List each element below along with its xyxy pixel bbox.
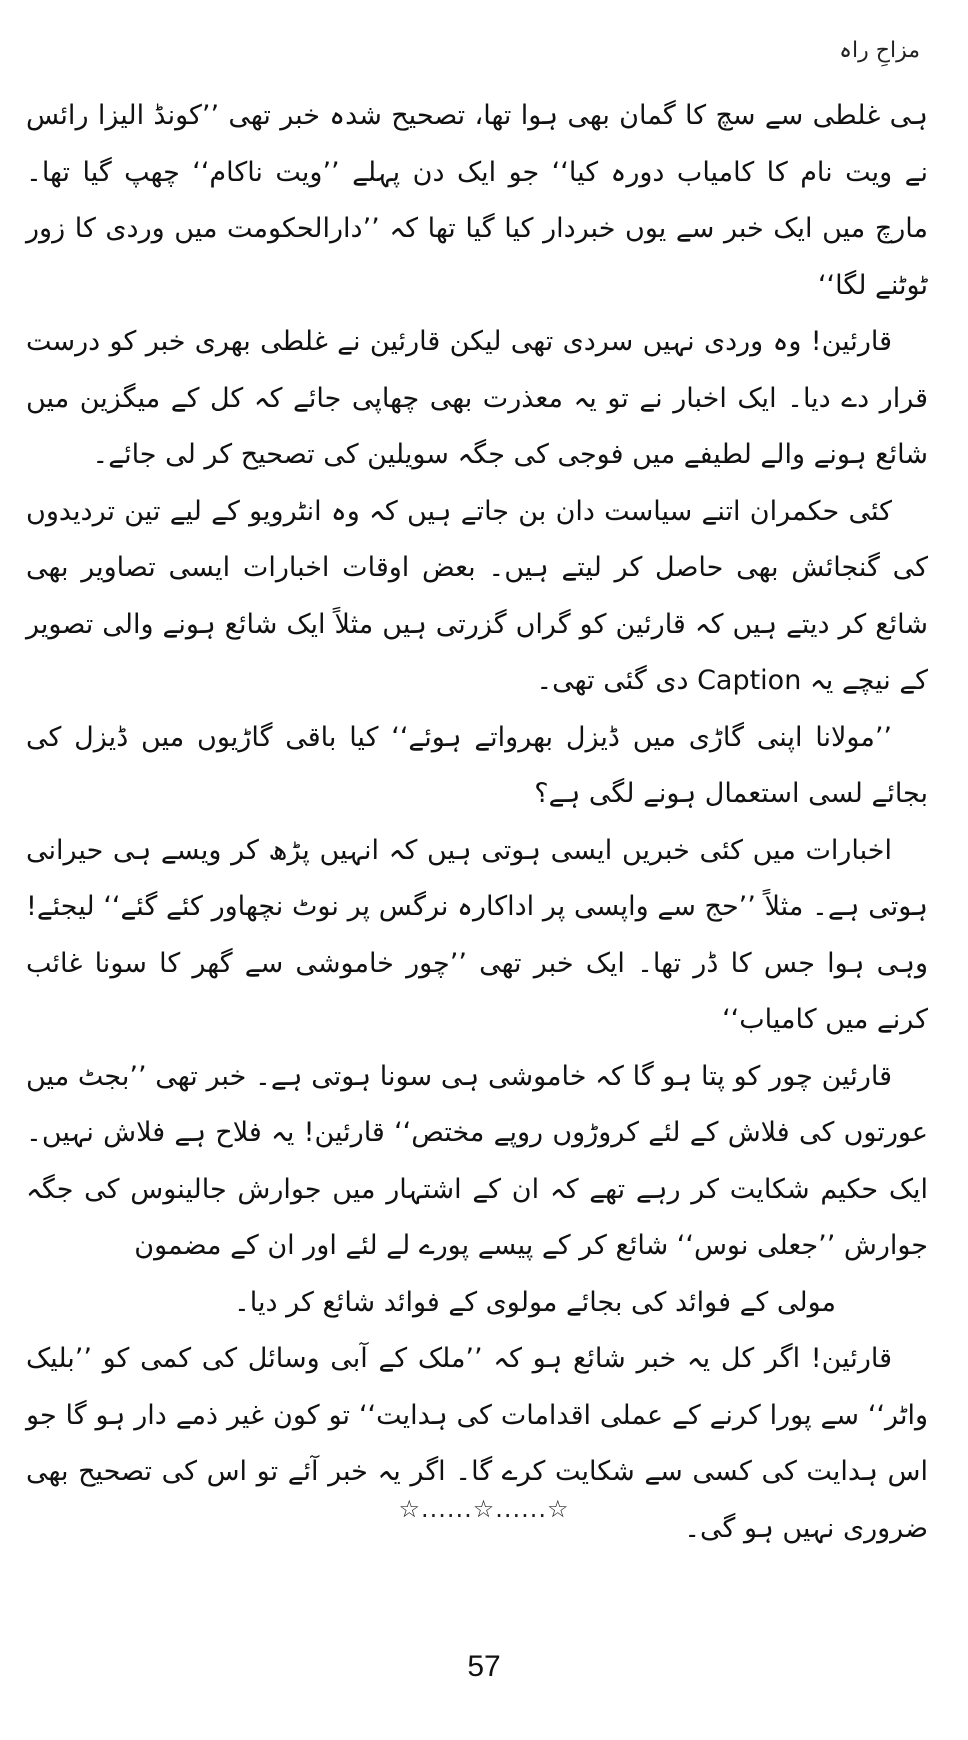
paragraph: قارئین! وہ وردی نہیں سردی تھی لیکن قارئین نے غلطی بھری خبر کو درست قرار دے دیا۔ ایک اخبار نے تو یہ معذرت بھی چھاپی جائے کہ کل کے میگزین میں شائع ہونے والے لطیفے میں فوجی کی جگہ سویلین کی تصحیح کر لی جائے۔ xyxy=(26,326,928,470)
paragraph: کئی حکمران اتنے سیاست دان بن جاتے ہیں کہ وہ انٹرویو کے لیے تین تردیدوں کی گنجائش بھی حاصل کر لیتے ہیں۔ بعض اوقات اخبارات ایسی تصاویر بھی شائع کر دیتے ہیں کہ قارئین کو گراں گزرتی ہیں مثلاً ایک شائع ہونے والی تصویر کے نیچے یہ Caption دی گئی تھی۔ xyxy=(26,495,928,696)
paragraph: اخبارات میں کئی خبریں ایسی ہوتی ہیں کہ انہیں پڑھ کر ویسے ہی حیرانی ہوتی ہے۔ مثلاً ’’حج سے واپسی پر اداکارہ نرگس پر نوٹ نچھاور کئے گئے‘‘ لیجئے! وہی ہوا جس کا ڈر تھا۔ ایک خبر تھی ’’چور خاموشی سے گھر کا سونا غائب کرنے میں کامیاب‘‘ xyxy=(26,834,928,1035)
running-header: مزاحِ راہ xyxy=(839,38,920,63)
paragraph: ’’مولانا اپنی گاڑی میں ڈیزل بھرواتے ہوئے‘‘ کیا باقی گاڑیوں میں ڈیزل کی بجائے لسی استعمال ہونے لگی ہے؟ xyxy=(26,721,928,809)
section-separator: ☆......☆......☆ xyxy=(398,1495,570,1523)
paragraph: ہی غلطی سے سچ کا گمان بھی ہوا تھا، تصحیح شدہ خبر تھی ’’کونڈ الیزا رائس نے ویت نام کا کامیاب دورہ کیا‘‘ جو ایک دن پہلے ’’ویت ناکام‘‘ چھپ گیا تھا۔ مارچ میں ایک خبر سے یوں خبردار کیا گیا تھا کہ ’’دارالحکومت میں وردی کا زور ٹوٹنے لگا‘‘ xyxy=(26,100,928,301)
paragraph: قارئین چور کو پتا ہو گا کہ خاموشی ہی سونا ہوتی ہے۔ خبر تھی ’’بجٹ میں عورتوں کی فلاش کے لئے کروڑوں روپے مختص‘‘ قارئین! یہ فلاح ہے فلاش نہیں۔ ایک حکیم شکایت کر رہے تھے کہ ان کے اشتہار میں جوارش جالینوس کی جگہ جوارش ’’جعلی نوس‘‘ شائع کر کے پیسے پورے لے لئے اور ان کے مضمون xyxy=(26,1060,928,1261)
paragraph: مولی کے فوائد کی بجائے مولوی کے فوائد شائع کر دیا۔ xyxy=(233,1286,836,1318)
page-number: 57 xyxy=(467,1650,501,1683)
paragraph: قارئین! اگر کل یہ خبر شائع ہو کہ ’’ملک کے آبی وسائل کی کمی کو ’’بلیک واٹر‘‘ سے پورا کرنے کے عملی اقدامات کی ہدایت‘‘ تو کون غیر ذمے دار ہو گا جو اس ہدایت کی کسی سے شکایت کرے گا۔ اگر یہ خبر آئے تو اس کی تصحیح بھی ضروری نہیں ہو گی۔ xyxy=(26,1343,928,1544)
body-text xyxy=(26,88,928,1557)
